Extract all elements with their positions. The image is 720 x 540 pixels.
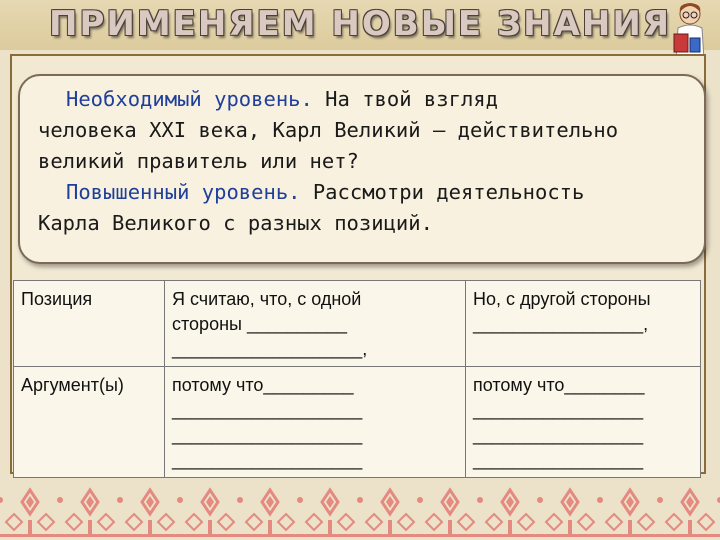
table-row [14,367,701,478]
cell-blank-line: _________________ [473,400,644,420]
task-line-1 [38,84,692,115]
cell-text-line: потому что________ [473,375,645,395]
row-header-position: Позиция [14,281,165,367]
cell-blank-line: _________________, [473,314,649,334]
cell-arguments-one-side[interactable] [165,367,466,478]
slide-title: ПРИМЕНЯЕМ НОВЫЕ ЗНАНИЯ [49,4,671,44]
worksheet-table [13,280,701,478]
task-text-fragment: На твой взгляд [312,87,498,111]
task-text-fragment: Рассмотри деятельность [300,180,585,204]
folk-ornament-border [0,480,720,540]
cell-other-side[interactable] [466,281,701,367]
cell-blank-line: ___________________ [172,400,363,420]
cell-blank-line: ___________________, [172,339,368,359]
cell-text-line: потому что_________ [172,375,354,395]
cell-arguments-other-side[interactable] [466,367,701,478]
task-text [38,84,692,239]
table-row [14,281,701,367]
row-header-arguments: Аргумент(ы) [14,367,165,478]
cell-text-line: Я считаю, что, с одной [172,289,362,309]
task-line-5: Карла Великого с разных позиций. [38,211,433,235]
cell-blank-line: ___________________ [172,425,363,445]
cell-blank-line: ___________________ [172,450,363,470]
cell-one-side[interactable] [165,281,466,367]
cell-blank-line: стороны __________ [172,314,348,334]
task-line-4 [38,177,692,208]
advanced-level-label: Повышенный уровень. [66,180,301,204]
cell-blank-line: _________________ [473,425,644,445]
cell-text-line: Но, с другой стороны [473,289,651,309]
cell-blank-line: _________________ [473,450,644,470]
task-line-2: человека XXI века, Карл Великий – действительно [38,118,619,142]
required-level-label: Необходимый уровень. [66,87,313,111]
task-line-3: великий правитель или нет? [38,149,359,173]
